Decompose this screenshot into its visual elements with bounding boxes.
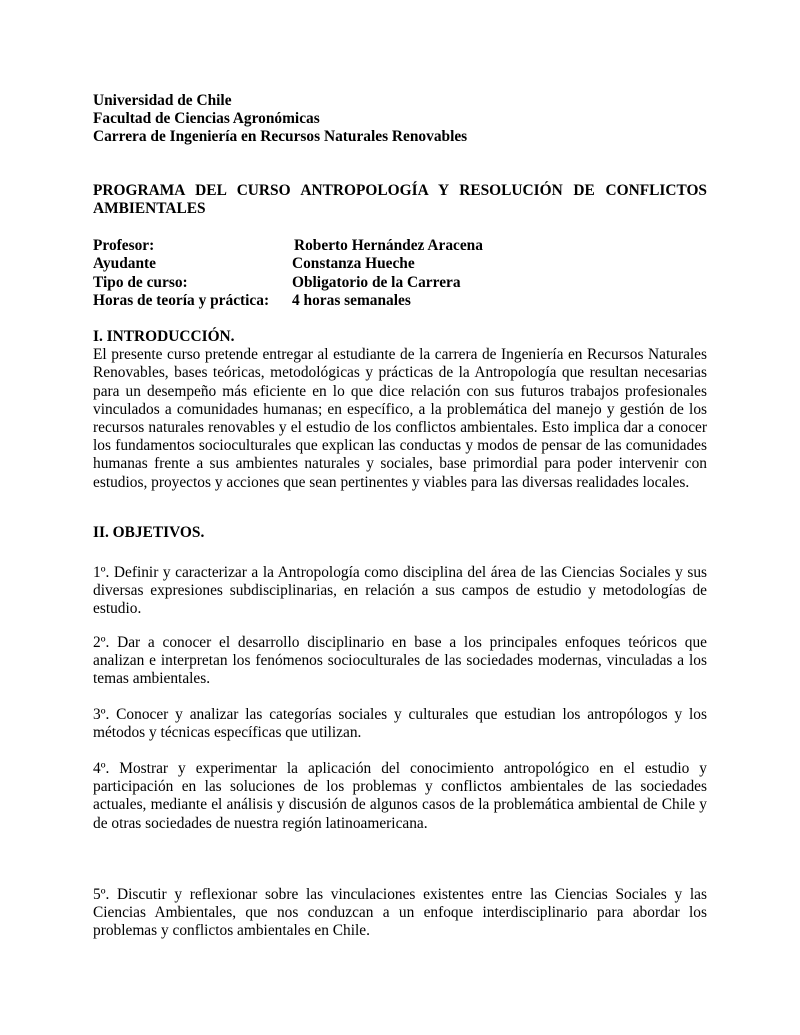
course-info-row bbox=[93, 255, 707, 273]
institution-header bbox=[93, 92, 713, 147]
course-info-row bbox=[93, 292, 707, 310]
objective-item: 5º. Discutir y reflexionar sobre las vinculaciones existentes entre las Ciencias Sociales y las Ciencias Ambientales, que nos conduzcan a un enfoque interdisciplinario para abordar los problemas y conflictos ambientales en Chile. bbox=[93, 886, 707, 940]
objective-item: 4º. Mostrar y experimentar la aplicación del conocimiento antropológico en el estudio y participación en las soluciones de los problemas y conflictos ambientales de las sociedades actuales, mediante el análisis y discusión de algunos casos de la problemática ambiental de Chile y de otras sociedades de nuestra región latinoamericana. bbox=[93, 760, 707, 832]
objective-item: 3º. Conocer y analizar las categorías sociales y culturales que estudian los antropólogos y los métodos y técnicas específicas que utilizan. bbox=[93, 706, 707, 742]
assistant-value: Constanza Hueche bbox=[292, 255, 415, 273]
course-type-value: Obligatorio de la Carrera bbox=[292, 273, 461, 291]
university-name: Universidad de Chile bbox=[93, 92, 232, 109]
course-info-row bbox=[93, 237, 707, 255]
assistant-label: Ayudante bbox=[93, 255, 156, 273]
professor-label: Profesor: bbox=[93, 237, 155, 254]
professor-value: Roberto Hernández Aracena bbox=[294, 237, 483, 254]
introduction-section bbox=[93, 328, 707, 492]
objectives-heading: II. OBJETIVOS. bbox=[93, 524, 205, 541]
course-info-row bbox=[93, 274, 707, 292]
objective-item: 2º. Dar a conocer el desarrollo disciplinario en base a los principales enfoques teóricos que analizan e interpretan los fenómenos socioculturales de las sociedades modernas, vinculadas a los temas ambientales. bbox=[93, 634, 707, 688]
introduction-text: El presente curso pretende entregar al estudiante de la carrera de Ingeniería en Recursos Naturales Renovables, bases teóricas, metodológicas y prácticas de la Antropología que resultan necesarias para un desempeño más eficiente en lo que dice relación con sus futuros trabajos profesionales vinculados a comunidades humanas; en específico, a la problemática del manejo y gestión de los recursos naturales renovables y el estudio de los conflictos ambientales. Esto implica dar a conocer los fundamentos socioculturales que explican las conductas y modos de pensar de las comunidades humanas frente a sus ambientes naturales y sociales, base primordial para poder intervenir con estudios, proyectos y acciones que sean pertinentes y viables para las diversas realidades locales. bbox=[93, 346, 707, 491]
faculty-name: Facultad de Ciencias Agronómicas bbox=[93, 110, 320, 128]
hours-label: Horas de teoría y práctica: bbox=[93, 292, 270, 310]
course-type-label: Tipo de curso: bbox=[93, 273, 188, 291]
objective-item: 1º. Definir y caracterizar a la Antropología como disciplina del área de las Ciencias Sociales y sus diversas expresiones subdisciplinarias, en relación a sus campos de estudio y metodologías de estudio. bbox=[93, 564, 707, 618]
course-info bbox=[93, 237, 707, 311]
hours-value: 4 horas semanales bbox=[292, 292, 411, 310]
program-title: PROGRAMA DEL CURSO ANTROPOLOGÍA Y RESOLUCIÓN DE CONFLICTOS AMBIENTALES bbox=[93, 182, 707, 218]
introduction-heading: I. INTRODUCCIÓN. bbox=[93, 328, 235, 345]
career-name: Carrera de Ingeniería en Recursos Naturales Renovables bbox=[93, 128, 468, 146]
